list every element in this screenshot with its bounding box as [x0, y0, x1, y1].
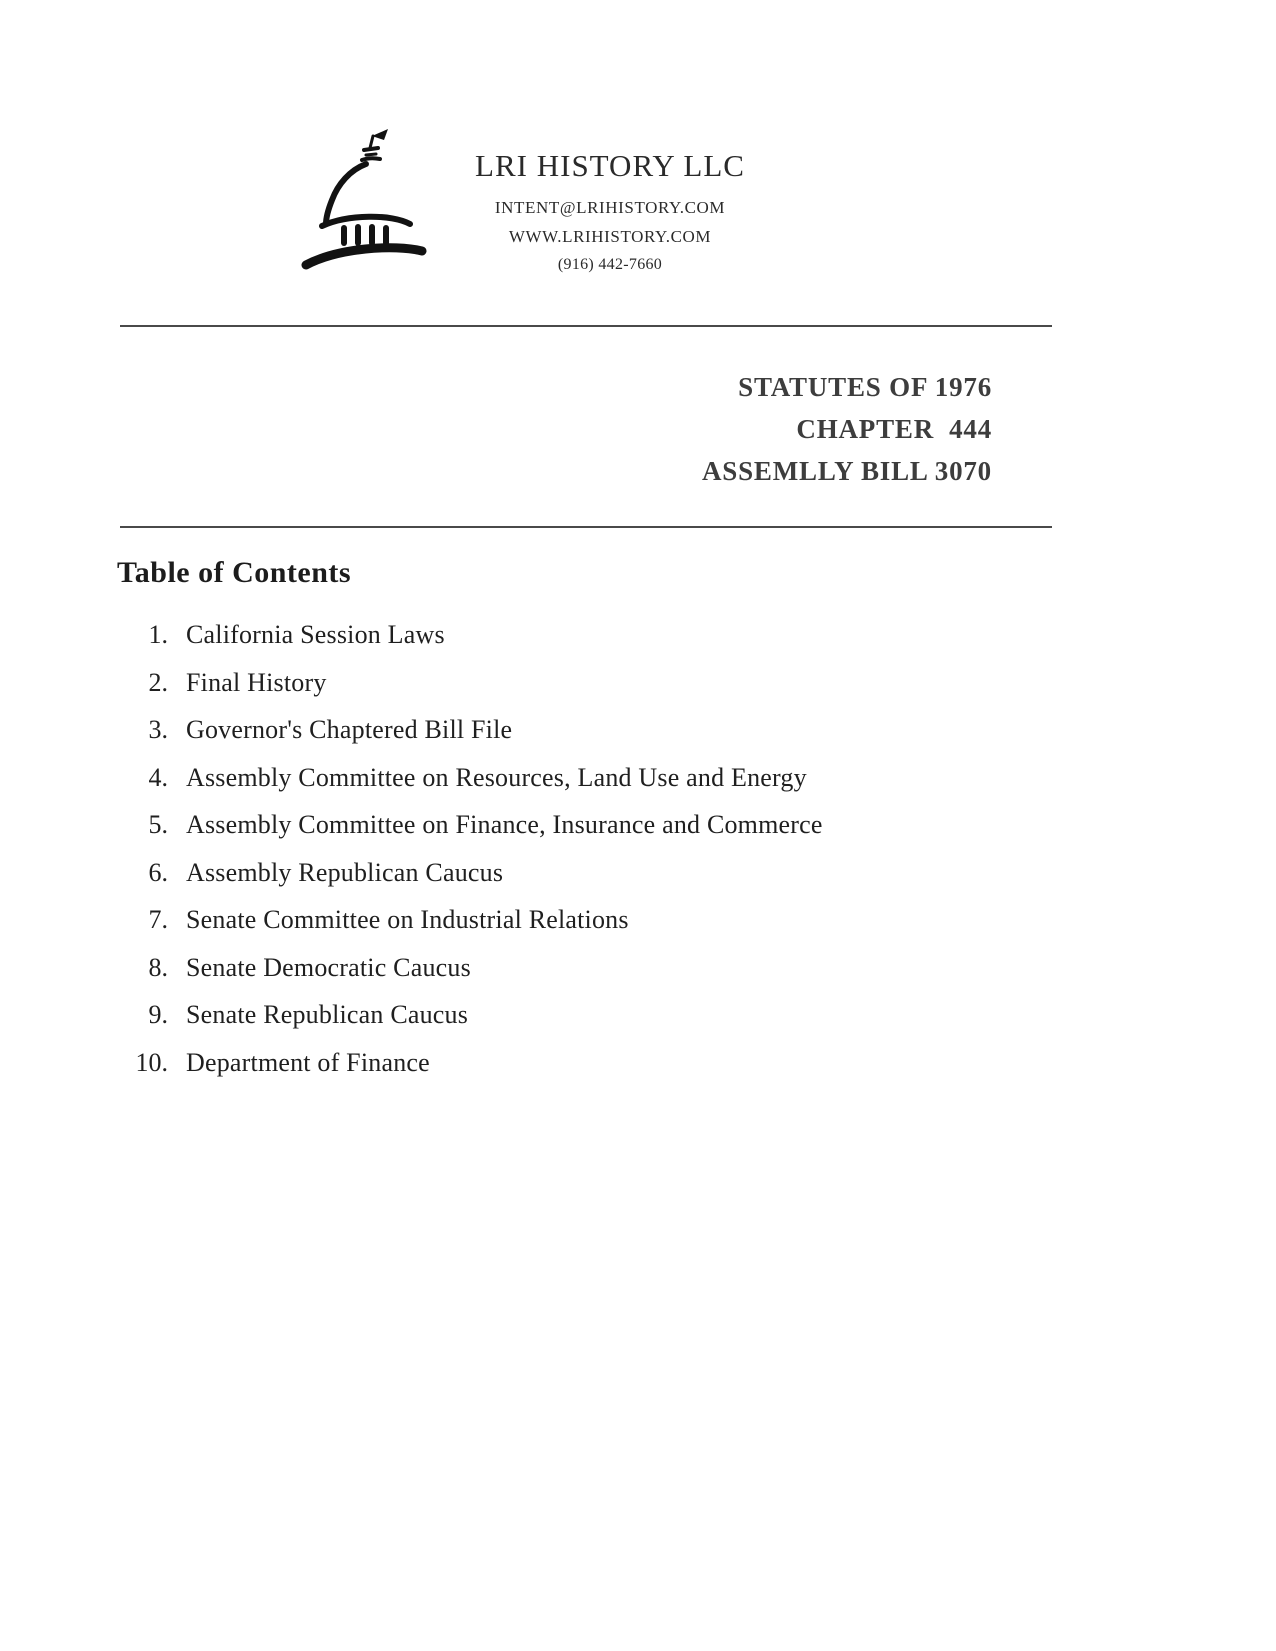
- toc-item-number: 9.: [148, 1000, 168, 1029]
- toc-list: [106, 620, 1006, 1095]
- divider-top: [120, 325, 1052, 327]
- company-website: WWW.LRIHISTORY.COM: [508, 227, 712, 246]
- toc-item-label: Assembly Committee on Finance, Insurance and Commerce: [186, 810, 823, 839]
- toc-item-label: Senate Democratic Caucus: [186, 952, 471, 982]
- toc-item-number: 2.: [148, 667, 168, 697]
- company-phone: (916) 442-7660: [557, 256, 663, 273]
- toc-item: [106, 715, 1006, 763]
- toc-item-label: California Session Laws: [186, 620, 445, 649]
- company-email: INTENT@LRIHISTORY.COM: [494, 198, 726, 217]
- toc-item-number: 8.: [148, 952, 168, 982]
- toc-item-number: 3.: [148, 715, 168, 744]
- toc-item-label: Governor's Chaptered Bill File: [186, 715, 513, 744]
- statute-title-block: [420, 366, 992, 492]
- toc-item-label: Department of Finance: [186, 1047, 430, 1077]
- toc-item-label: Assembly Committee on Resources, Land Use and Energy: [186, 762, 807, 792]
- toc-item: [106, 668, 1006, 716]
- letterhead: [420, 148, 800, 283]
- toc-item-number: 5.: [148, 810, 168, 839]
- toc-item: [106, 763, 1006, 811]
- toc-item: [106, 620, 1006, 668]
- toc-item-label: Senate Republican Caucus: [186, 1000, 469, 1029]
- toc-item: [106, 1000, 1006, 1048]
- statutes-year-line: STATUTES OF 1976: [738, 372, 992, 402]
- toc-item-label: Final History: [186, 667, 327, 697]
- divider-bottom: [120, 526, 1052, 528]
- toc-item-number: 6.: [148, 857, 168, 887]
- company-name: LRI HISTORY LLC: [475, 148, 745, 183]
- assembly-bill-line: ASSEMLLY BILL 3070: [701, 456, 992, 486]
- toc-item-number: 7.: [148, 905, 168, 934]
- toc-item: [106, 905, 1006, 953]
- toc-item: [106, 810, 1006, 858]
- toc-item: [106, 858, 1006, 906]
- toc-item-label: Assembly Republican Caucus: [186, 857, 504, 887]
- toc-item-label: Senate Committee on Industrial Relations: [186, 905, 629, 934]
- toc-item: [106, 1048, 1006, 1096]
- toc-item: [106, 953, 1006, 1001]
- toc-heading: Table of Contents: [117, 556, 352, 589]
- toc-item-number: 10.: [135, 1047, 168, 1077]
- toc-item-number: 1.: [148, 620, 168, 649]
- chapter-line: CHAPTER 444: [796, 414, 992, 444]
- toc-item-number: 4.: [148, 762, 168, 792]
